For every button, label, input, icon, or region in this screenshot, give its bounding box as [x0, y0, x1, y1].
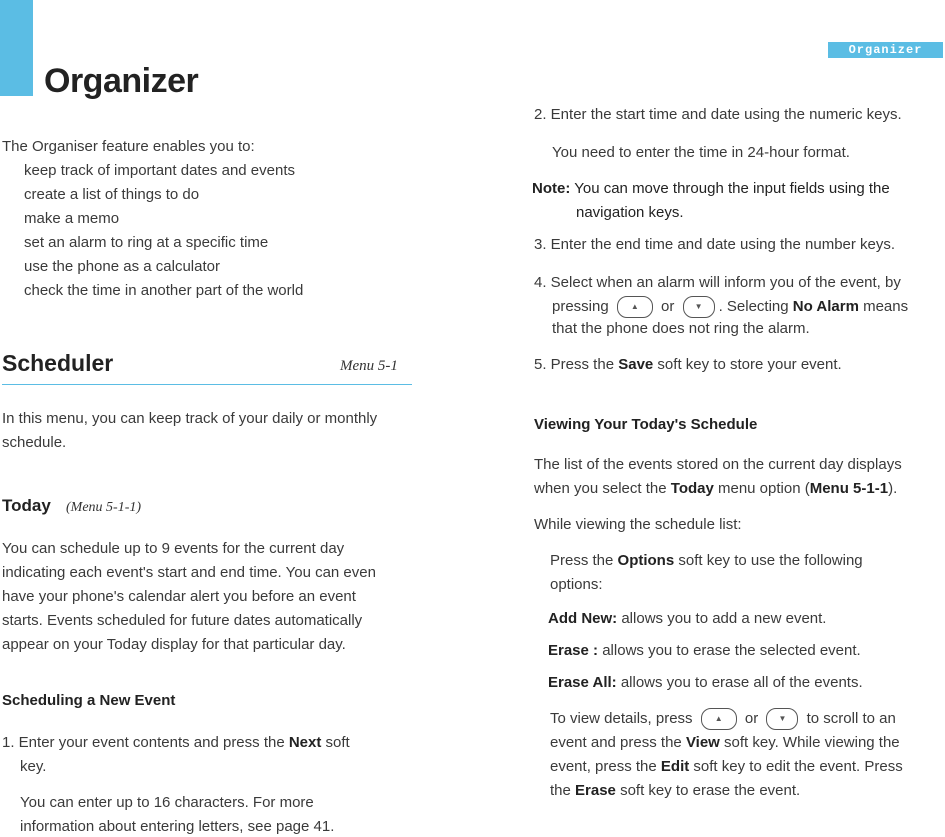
- note-label: Note:: [532, 180, 571, 197]
- viewing-text: To view details, press: [550, 709, 693, 727]
- note-text: You can move through the input fields using the: [574, 180, 890, 197]
- viewing-text: [550, 758, 903, 775]
- viewing-text: menu option (: [713, 480, 810, 497]
- intro-item: use the phone as a calculator: [24, 258, 220, 275]
- viewing-heading: Viewing Your Today's Schedule: [534, 416, 758, 433]
- step-text: soft key to store your event.: [653, 356, 842, 373]
- today-text: starts. Events scheduled for future dates automatically: [2, 612, 363, 629]
- option-text: allows you to erase the selected event.: [598, 642, 861, 659]
- today-heading: Today: [2, 496, 51, 515]
- scheduler-desc: In this menu, you can keep track of your daily or monthly: [2, 410, 378, 427]
- option-label: Erase All:: [548, 674, 617, 691]
- intro-lead: The Organiser feature enables you to:: [2, 138, 255, 155]
- viewing-text: the: [550, 782, 576, 799]
- intro-item: check the time in another part of the world: [24, 282, 304, 299]
- note-block: [532, 180, 890, 197]
- today-text: have your phone's calendar alert you before an event: [2, 588, 356, 605]
- intro-item: keep track of important dates and events: [24, 162, 295, 179]
- option-label: Erase :: [548, 642, 599, 659]
- viewing-text: when you select the: [534, 480, 671, 497]
- viewing-text: event, press the: [550, 758, 661, 775]
- step-4-cont: [552, 296, 908, 318]
- step-text: means: [858, 297, 909, 315]
- viewing-text: options:: [550, 576, 603, 593]
- today-text: appear on your Today display for that particular day.: [2, 636, 346, 653]
- step-text: . Selecting: [718, 297, 793, 315]
- option-text: allows you to erase all of the events.: [616, 674, 863, 691]
- nav-key-up-icon: ▲: [617, 296, 653, 318]
- option-label: Add New:: [548, 610, 618, 627]
- option-erase: [548, 642, 861, 659]
- intro-item: make a memo: [24, 210, 120, 227]
- intro-item: set an alarm to ring at a specific time: [24, 234, 269, 251]
- viewing-text: [550, 552, 863, 569]
- options-key-label: Options: [617, 552, 675, 569]
- menu-ref-label: Menu 5-1-1: [809, 480, 889, 497]
- viewing-text: Press the: [550, 552, 618, 569]
- today-menu-ref: (Menu 5-1-1): [66, 500, 142, 515]
- viewing-text: soft key to use the following: [674, 552, 863, 569]
- nav-key-down-icon: ▼: [766, 708, 798, 730]
- option-text: allows you to add a new event.: [617, 610, 827, 627]
- step-3: 3. Enter the end time and date using the number keys.: [534, 236, 896, 253]
- step-5: [534, 356, 842, 373]
- section-divider: [2, 384, 412, 385]
- scheduler-menu-ref: Menu 5-1: [340, 358, 398, 374]
- next-key-label: Next: [288, 734, 322, 751]
- step-2-note: You need to enter the time in 24-hour format.: [552, 144, 850, 161]
- viewing-text: ).: [888, 480, 898, 497]
- step-1-note: information about entering letters, see page 41.: [20, 818, 335, 835]
- viewing-text: soft key to erase the event.: [615, 782, 801, 799]
- note-text: navigation keys.: [576, 204, 684, 221]
- viewing-text: The list of the events stored on the current day displays: [534, 456, 902, 473]
- step-4-cont: that the phone does not ring the alarm.: [552, 320, 810, 337]
- viewing-text: to scroll to an: [806, 709, 896, 727]
- step-4: 4. Select when an alarm will inform you of the event, by: [534, 274, 901, 291]
- scheduler-desc: schedule.: [2, 434, 67, 451]
- no-alarm-label: No Alarm: [792, 297, 859, 315]
- step-text: or: [661, 297, 675, 315]
- save-key-label: Save: [618, 356, 654, 373]
- today-option-label: Today: [670, 480, 714, 497]
- viewing-text: or: [744, 709, 759, 727]
- nav-key-down-icon: ▼: [683, 296, 715, 318]
- viewing-text: [550, 782, 800, 799]
- nav-key-up-icon: ▲: [701, 708, 737, 730]
- step-1-cont: key.: [20, 758, 47, 775]
- intro-item: create a list of things to do: [24, 186, 200, 203]
- today-text: indicating each event's start and end time. You can even: [2, 564, 376, 581]
- page-title: Organizer: [44, 62, 199, 100]
- step-1-note: You can enter up to 16 characters. For more: [20, 794, 314, 811]
- option-erase-all: [548, 674, 863, 691]
- today-text: You can schedule up to 9 events for the current day: [2, 540, 345, 557]
- viewing-text: event and press the: [550, 734, 686, 751]
- step-text: 1. Enter your event contents and press the: [2, 734, 289, 751]
- new-event-heading: Scheduling a New Event: [2, 692, 176, 709]
- step-2: 2. Enter the start time and date using the numeric keys.: [534, 106, 902, 123]
- viewing-text: [534, 480, 897, 497]
- viewing-text: soft key to edit the event. Press: [689, 758, 903, 775]
- scheduler-heading: Scheduler: [2, 350, 114, 376]
- section-color-bar: [0, 0, 33, 96]
- viewing-text: [550, 734, 900, 751]
- viewing-text: While viewing the schedule list:: [534, 516, 742, 533]
- section-tag: Organizer: [828, 42, 943, 58]
- viewing-text: soft key. While viewing the: [719, 734, 900, 751]
- edit-key-label: Edit: [660, 758, 690, 775]
- step-1: [2, 734, 350, 751]
- option-add-new: [548, 610, 826, 627]
- step-text: pressing: [552, 297, 609, 315]
- view-key-label: View: [685, 734, 720, 751]
- erase-key-label: Erase: [575, 782, 616, 799]
- viewing-text: [550, 708, 896, 730]
- step-text: 5. Press the: [534, 356, 619, 373]
- step-text: soft: [321, 734, 350, 751]
